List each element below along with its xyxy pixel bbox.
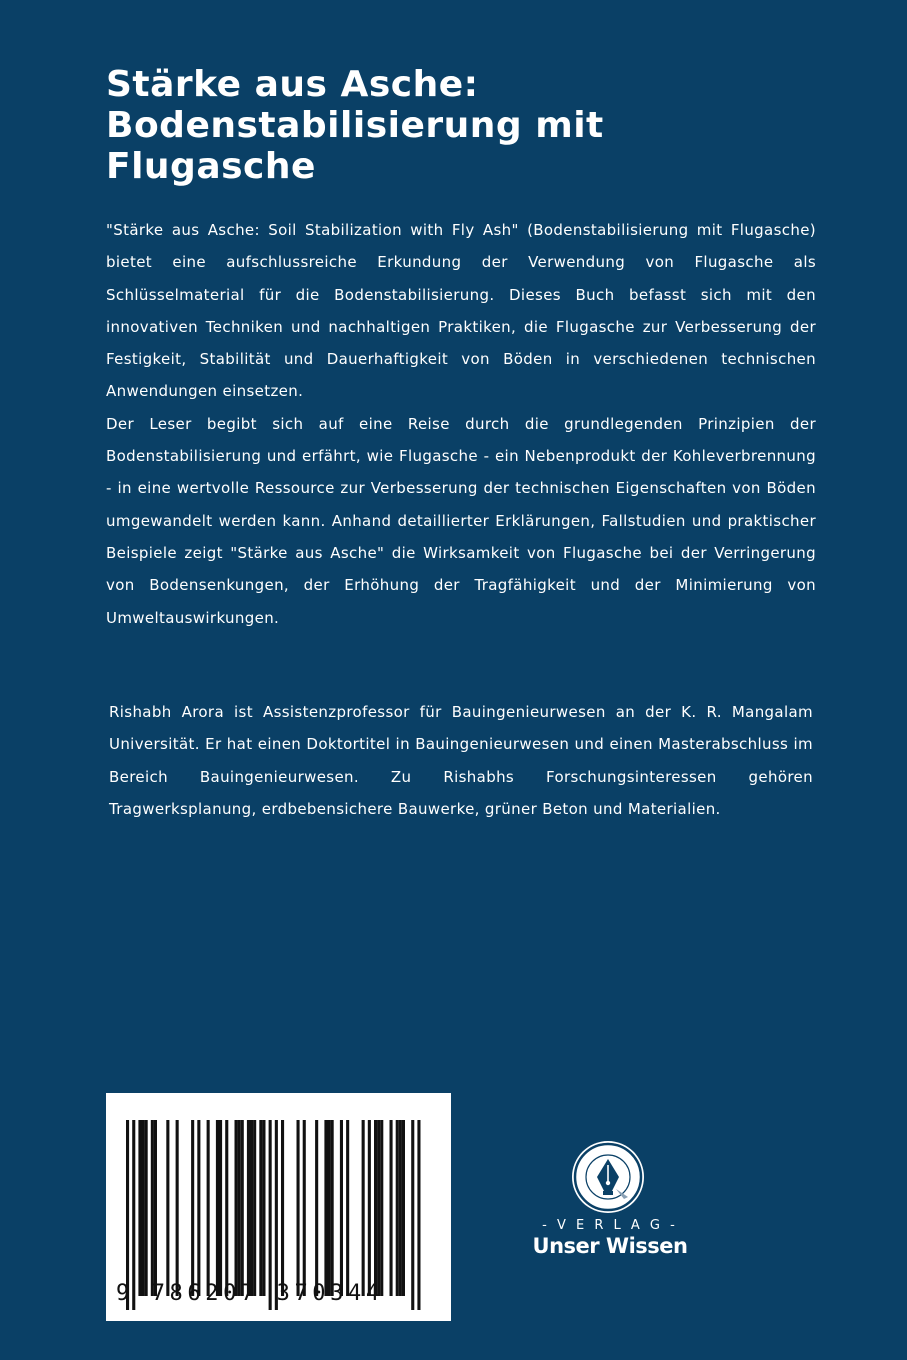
isbn-digits: 9 786207 370344 <box>116 1281 384 1306</box>
barcode-bar <box>346 1120 349 1296</box>
barcode-bar <box>368 1120 371 1296</box>
barcode-bar <box>145 1120 148 1296</box>
barcode-bar <box>303 1120 306 1296</box>
publisher-name: Unser Wissen <box>532 1234 688 1258</box>
publisher-seal <box>572 1141 644 1213</box>
publisher-logo <box>520 1138 700 1268</box>
barcode-bar <box>362 1120 365 1296</box>
barcode-bar <box>247 1120 250 1296</box>
author-bio-text: Rishabh Arora ist Assistenzprofessor für Bauingenieurwesen an der K. R. Mangalam Universität. Er hat einen Doktortitel in Bauingenieurwesen und einen Masterabschluss im Bereich Bauingenieurwesen. Zu Rishabhs Forschungsinteressen gehören Tragwerksplanung, erdbebensichere Bauwerke, grüner Beton und Materialien. <box>109 703 813 818</box>
author-bio <box>109 696 813 825</box>
barcode-bar <box>238 1120 241 1296</box>
barcode-bar <box>374 1120 377 1296</box>
barcode-bar <box>262 1120 265 1296</box>
barcode-bar <box>138 1120 141 1296</box>
barcode-bar <box>197 1120 200 1296</box>
publisher-verlag-label: - V E R L A G - <box>542 1218 678 1233</box>
barcode-bar <box>259 1120 262 1296</box>
barcode-bar <box>225 1120 228 1296</box>
barcode-bar <box>390 1120 393 1296</box>
barcode-bar <box>241 1120 244 1296</box>
barcode-bar <box>219 1120 222 1296</box>
barcode-bar <box>315 1120 318 1296</box>
barcode-bar <box>297 1120 300 1296</box>
barcode-bar <box>331 1120 334 1296</box>
barcode-bar <box>281 1120 284 1296</box>
book-title <box>106 64 806 187</box>
barcode-bar <box>142 1120 145 1296</box>
barcode-bar <box>377 1120 380 1296</box>
barcode-bar <box>216 1120 219 1296</box>
barcode-bar <box>253 1120 256 1296</box>
barcode-bar <box>380 1120 383 1296</box>
barcode-bar <box>151 1120 154 1296</box>
title-line-2: Bodenstabilisierung mit <box>106 105 604 146</box>
barcode-bar <box>154 1120 157 1296</box>
barcode-bar <box>396 1120 399 1296</box>
barcode-bar <box>235 1120 238 1296</box>
description-paragraph-1: "Stärke aus Asche: Soil Stabilization with Fly Ash" (Bodenstabilisierung mit Flugasche) bietet eine aufschlussreiche Erkundung der Verwendung von Flugasche als Schlüsselmaterial für die Bodenstabilisierung. Dieses Buch befasst sich mit den innovativen Techniken und nachhaltigen Praktiken, die Flugasche zur Verbesserung der Festigkeit, Stabilität und Dauerhaftigkeit von Böden in verschiedenen technischen Anwendungen einsetzen. <box>106 221 816 401</box>
barcode-bar <box>176 1120 179 1296</box>
pen-nib-icon <box>572 1141 644 1213</box>
barcode-bar <box>340 1120 343 1296</box>
barcode-bar <box>399 1120 402 1296</box>
barcode-bar <box>166 1120 169 1296</box>
book-description <box>106 214 816 634</box>
barcode-bar <box>324 1120 327 1296</box>
barcode-bar <box>250 1120 253 1296</box>
title-line-3: Flugasche <box>106 146 316 187</box>
barcode-bar <box>207 1120 210 1296</box>
barcode-bar <box>191 1120 194 1296</box>
title-line-1: Stärke aus Asche: <box>106 64 479 105</box>
isbn-barcode <box>106 1093 451 1321</box>
description-paragraph-2: Der Leser begibt sich auf eine Reise durch die grundlegenden Prinzipien der Bodenstabilisierung und erfährt, wie Flugasche - ein Nebenprodukt der Kohleverbrennung - in eine wertvolle Ressource zur Verbesserung der technischen Eigenschaften von Böden umgewandelt werden kann. Anhand detaillierter Erklärungen, Fallstudien und praktischer Beispiele zeigt "Stärke aus Asche" die Wirksamkeit von Flugasche bei der Verringerung von Bodensenkungen, der Erhöhung der Tragfähigkeit und der Minimierung von Umweltauswirkungen. <box>106 414 816 627</box>
barcode-bar <box>402 1120 405 1296</box>
barcode-bar <box>328 1120 331 1296</box>
